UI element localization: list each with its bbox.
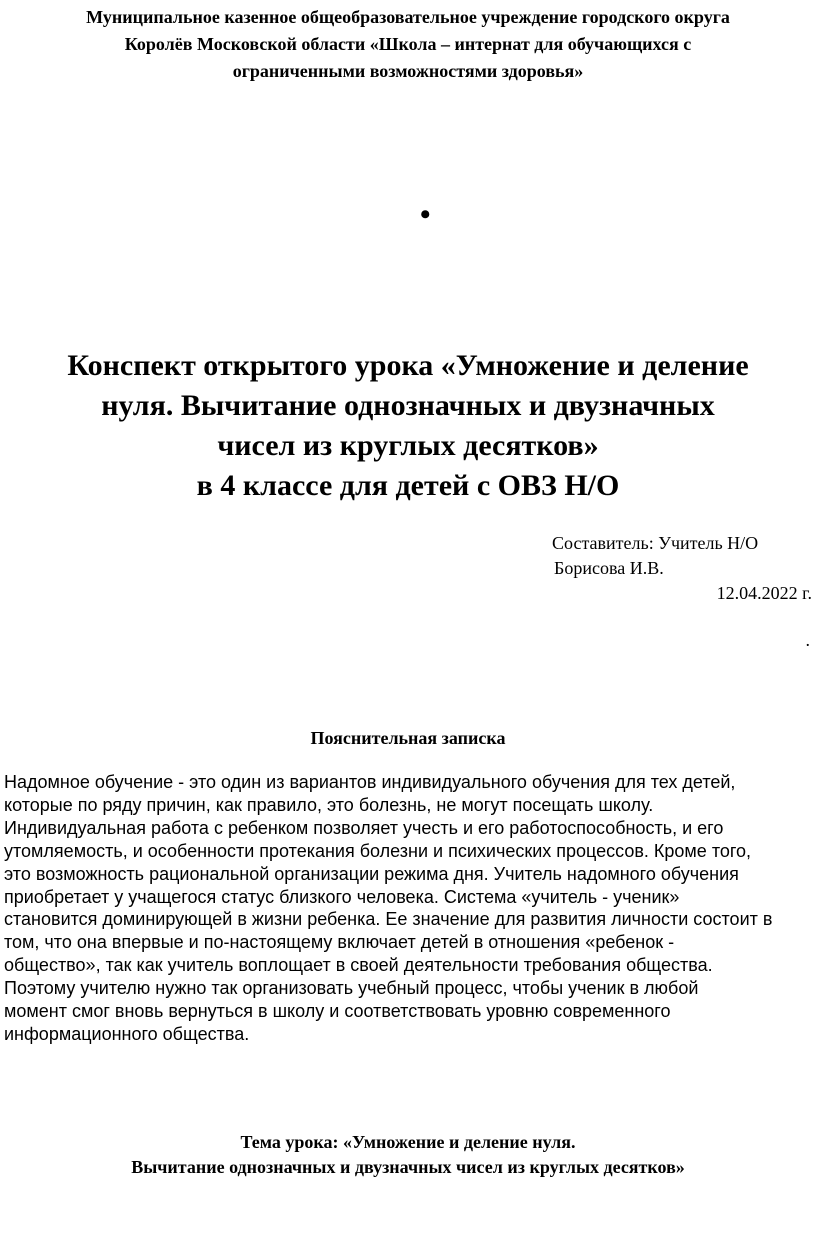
note-heading: Пояснительная записка: [310, 728, 506, 748]
bullet-mark: •: [420, 198, 431, 231]
note-line: Надомное обучение - это один из вариантов индивидуального обучения для тех детей,: [4, 772, 736, 792]
note-line: информационного общества.: [4, 1023, 250, 1044]
topic-line: Тема урока: «Умножение и деление нуля.: [240, 1132, 576, 1152]
lesson-topic: [0, 1130, 816, 1180]
note-line: момент смог вновь вернуться в школу и соответствовать уровню современного: [4, 1001, 671, 1022]
author-role: Составитель: Учитель Н/О: [552, 533, 759, 553]
note-line: утомляемость, и особенности протекания болезни и психических процессов. Кроме того,: [4, 840, 752, 861]
note-line: том, что она впервые и по-настоящему включает детей в отношения «ребенок -: [4, 932, 675, 953]
author-date: 12.04.2022 г.: [716, 583, 812, 603]
header-line: Муниципальное казенное общеобразовательное учреждение городского округа: [86, 7, 730, 27]
title-line: чисел из круглых десятков»: [217, 429, 599, 462]
title-line: нуля. Вычитание однозначных и двузначных: [101, 389, 715, 422]
header-line: Королёв Московской области «Школа – интернат для обучающихся с: [124, 34, 692, 54]
school-header: [0, 4, 816, 85]
lesson-title: [0, 346, 816, 506]
note-body: [4, 771, 816, 1046]
author-name: Борисова И.В.: [554, 558, 664, 578]
header-line: ограниченными возможностями здоровья»: [232, 61, 584, 81]
note-line: Поэтому учителю нужно так организовать учебный процесс, чтобы ученик в любой: [4, 978, 699, 999]
note-line: общество», так как учитель воплощает в своей деятельности требования общества.: [4, 955, 713, 976]
topic-line: Вычитание однозначных и двузначных чисел из круглых десятков»: [131, 1157, 685, 1177]
title-line: в 4 классе для детей с ОВЗ Н/О: [196, 469, 620, 502]
author-block: [552, 531, 812, 606]
note-line: становится доминирующей в жизни ребенка. Ее значение для развития личности состоит в: [4, 909, 773, 930]
note-line: Индивидуальная работа с ребенком позволяет учесть и его работоспособность, и его: [4, 817, 724, 838]
note-line: приобретает у учащегося статус близкого человека. Система «учитель - ученик»: [4, 886, 680, 907]
note-line: которые по ряду причин, как правило, это болезнь, не могут посещать школу.: [4, 794, 654, 815]
trailing-dot: .: [805, 630, 810, 650]
title-line: Конспект открытого урока «Умножение и деление: [67, 349, 749, 382]
note-line: это возможность рациональной организации режима дня. Учитель надомного обучения: [4, 863, 739, 884]
